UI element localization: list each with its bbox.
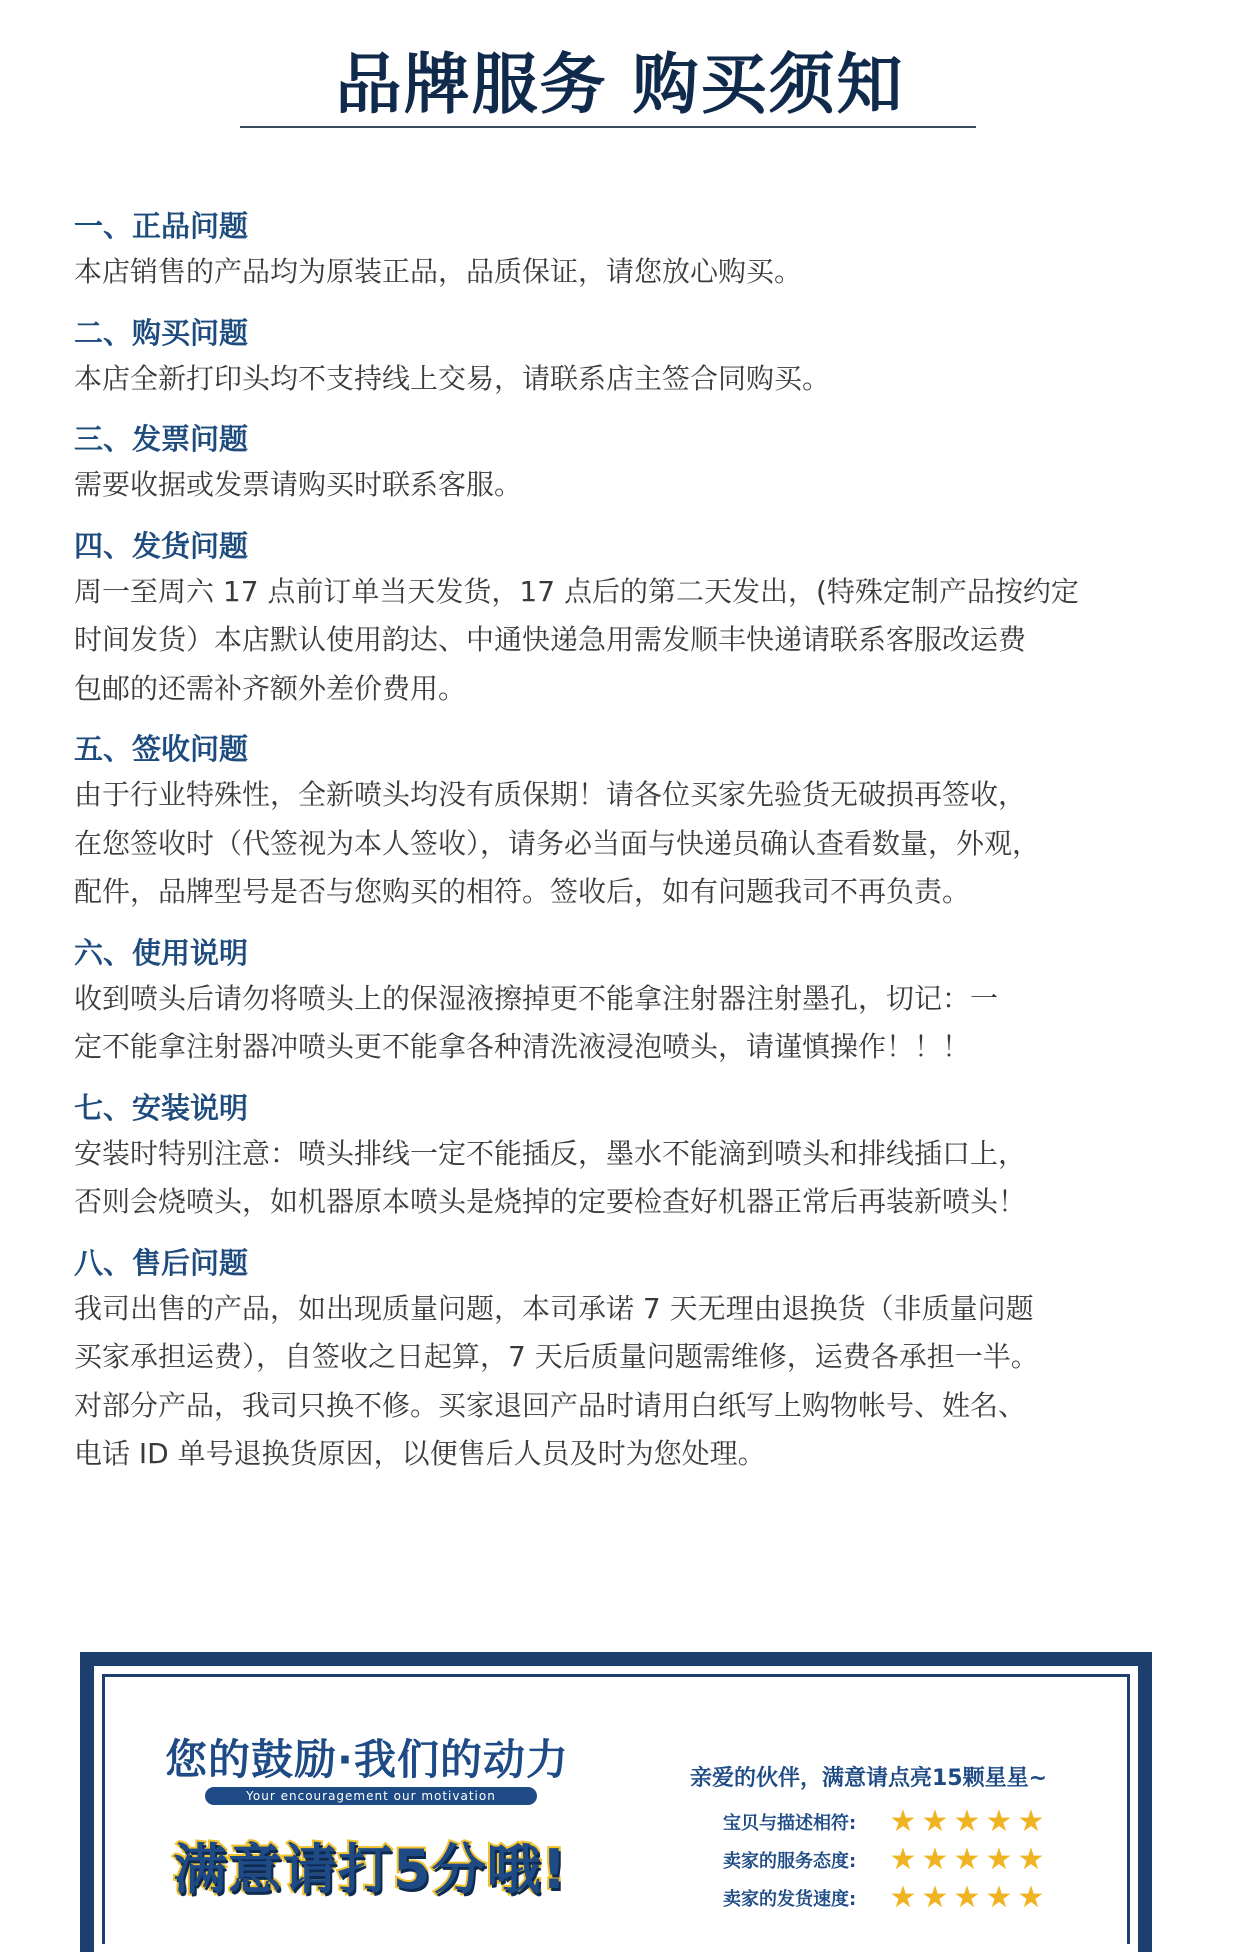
rating-banner-inner xyxy=(102,1674,1130,1944)
partner-text: 亲爱的伙伴，满意请点亮15颗星星~ xyxy=(690,1766,1048,1791)
rating-list xyxy=(723,1803,1047,1917)
rating-row xyxy=(723,1841,1047,1879)
section-title: 五、签收问题 xyxy=(74,732,249,766)
section-title: 三、发票问题 xyxy=(74,422,249,456)
encouragement-subtitle: Your encouragement our motivation xyxy=(205,1787,537,1805)
star-icon[interactable]: ★ xyxy=(953,1880,981,1915)
section-title: 四、发货问题 xyxy=(74,528,249,563)
section-body: 由于行业特殊性，全新喷头均没有质保期！请各位买家先验货无破损再签收， 在您签收时（代签视为本人签收），请务必当面与快递员确认查看数量，外观， 配件，品牌型号是否与您购买的相符。签收后，如有问题我司不再负责。 xyxy=(74,778,1041,908)
star-icon[interactable]: ★ xyxy=(921,1880,949,1915)
section-invoice xyxy=(74,417,1170,510)
section-body: 收到喷头后请勿将喷头上的保湿液擦掉更不能拿注射器注射墨孔，切记：一 定不能拿注射器冲喷头更不能拿各种清洗液浸泡喷头，请谨慎操作！！！ xyxy=(74,981,999,1063)
star-icon[interactable]: ★ xyxy=(1017,1842,1045,1877)
star-icon[interactable]: ★ xyxy=(985,1880,1013,1915)
star-icon[interactable]: ★ xyxy=(953,1804,981,1839)
page-header xyxy=(0,40,1240,130)
section-title: 二、购买问题 xyxy=(74,315,249,350)
star-group xyxy=(887,1881,1047,1915)
star-icon[interactable]: ★ xyxy=(953,1842,981,1877)
encouragement-title: 您的鼓励·我们的动力 xyxy=(165,1735,569,1784)
star-icon[interactable]: ★ xyxy=(889,1804,917,1839)
section-after-sales xyxy=(74,1241,1170,1479)
section-body: 我司出售的产品，如出现质量问题，本司承诺 7 天无理由退换货（非质量问题 买家承担运费），自签收之日起算，7 天后质量问题需维修，运费各承担一半。 对部分产品，我司只换不修。买家退回产品时请用白纸写上购物帐号、姓名、 电话 ID 单号退换货原因，以便售后人员及时为您处理。 xyxy=(74,1291,1039,1470)
section-body: 周一至周六 17 点前订单当天发货，17 点后的第二天发出，(特殊定制产品按约定 时间发货）本店默认使用韵达、中通快递急用需发顺丰快递请联系客服改运费 包邮的还需补齐额外差价费用。 xyxy=(74,574,1079,705)
star-icon[interactable]: ★ xyxy=(921,1842,949,1877)
section-installation xyxy=(74,1086,1170,1227)
star-icon[interactable]: ★ xyxy=(921,1804,949,1839)
star-group xyxy=(887,1805,1047,1839)
rating-label: 卖家的发货速度: xyxy=(723,1889,857,1910)
rating-row xyxy=(723,1879,1047,1917)
rating-row xyxy=(723,1803,1047,1841)
star-icon[interactable]: ★ xyxy=(1017,1804,1045,1839)
section-title: 七、安装说明 xyxy=(74,1090,249,1125)
rating-banner xyxy=(80,1652,1152,1952)
title-underline xyxy=(240,126,976,128)
page-title: 品牌服务 购买须知 xyxy=(335,46,905,123)
star-icon[interactable]: ★ xyxy=(889,1880,917,1915)
section-body: 本店全新打印头均不支持线上交易，请联系店主签合同购买。 xyxy=(74,361,831,395)
section-usage xyxy=(74,931,1170,1072)
section-body: 本店销售的产品均为原装正品，品质保证，请您放心购买。 xyxy=(74,255,803,288)
star-icon[interactable]: ★ xyxy=(1017,1880,1045,1915)
section-purchase xyxy=(74,311,1170,404)
section-title: 六、使用说明 xyxy=(74,935,249,970)
section-authenticity xyxy=(74,204,1170,297)
section-shipping xyxy=(74,524,1170,714)
section-receipt xyxy=(74,727,1170,917)
star-group xyxy=(887,1843,1047,1877)
star-icon[interactable]: ★ xyxy=(889,1842,917,1877)
section-body: 需要收据或发票请购买时联系客服。 xyxy=(74,468,523,501)
section-title: 八、售后问题 xyxy=(74,1245,249,1280)
rating-label: 宝贝与描述相符: xyxy=(723,1813,857,1834)
rating-slogan: 满意请打5分哦! xyxy=(173,1838,568,1901)
star-icon[interactable]: ★ xyxy=(985,1804,1013,1839)
section-title: 一、正品问题 xyxy=(74,209,249,243)
notice-sections xyxy=(74,204,1170,1493)
rating-label: 卖家的服务态度: xyxy=(723,1851,857,1872)
section-body: 安装时特别注意：喷头排线一定不能插反，墨水不能滴到喷头和排线插口上， 否则会烧喷头，如机器原本喷头是烧掉的定要检查好机器正常后再装新喷头！ xyxy=(74,1136,1027,1218)
star-icon[interactable]: ★ xyxy=(985,1842,1013,1877)
